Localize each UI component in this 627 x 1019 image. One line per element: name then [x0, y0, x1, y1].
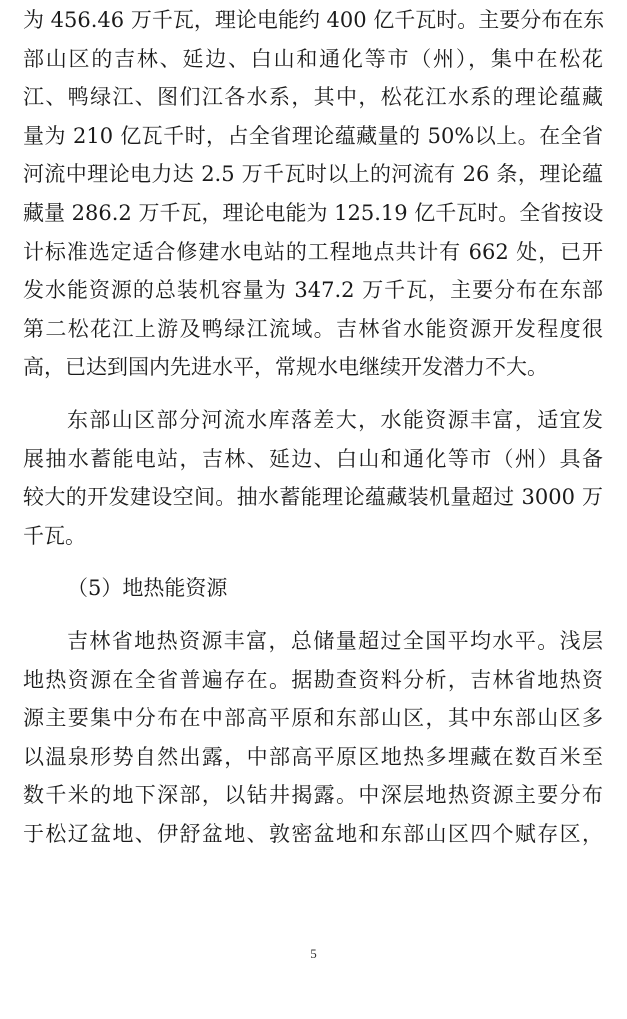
- paragraph-hydropower: [23, 1, 603, 387]
- text-line: 藏量 286.2 万千瓦，理论电能为 125.19 亿千瓦时。全省按设: [23, 200, 604, 225]
- paragraph-geothermal: [23, 622, 603, 854]
- text-line: 江、鸭绿江、图们江各水系，其中，松花江水系的理论蕴藏: [23, 85, 603, 110]
- paragraph-gap: [23, 387, 603, 401]
- page-number: 5: [310, 946, 317, 961]
- text-line: 以温泉形势自然出露，中部高平原区地热多埋藏在数百米至: [23, 744, 603, 769]
- text-line: 高，已达到国内先进水平，常规水电继续开发潜力不大。: [23, 355, 548, 380]
- text-line: 源主要集中分布在中部高平原和东部山区，其中东部山区多: [23, 706, 603, 731]
- text-line: 河流中理论电力达 2.5 万千瓦时以上的河流有 26 条，理论蕴: [23, 162, 603, 187]
- text-line: 为 456.46 万千瓦，理论电能约 400 亿千瓦时。主要分布在东: [23, 8, 605, 32]
- text-line: 吉林省地热资源丰富，总储量超过全国平均水平。浅层: [67, 628, 603, 653]
- text-line: 数千米的地下深部，以钻井揭露。中深层地热资源主要分布: [23, 783, 603, 808]
- text-line: 千瓦。: [23, 523, 86, 548]
- paragraph-pumped-storage: [23, 401, 603, 555]
- paragraph-gap: [23, 555, 603, 569]
- text-line: 于松辽盆地、伊舒盆地、敦密盆地和东部山区四个赋存区，: [23, 821, 603, 846]
- text-line: 第二松花江上游及鸭绿江流域。吉林省水能资源开发程度很: [23, 316, 603, 341]
- text-line: 发水能资源的总装机容量为 347.2 万千瓦，主要分布在东部: [23, 278, 603, 303]
- text-line: 量为 210 亿瓦千时，占全省理论蕴藏量的 50%以上。在全省: [23, 123, 603, 148]
- text-line: 部山区的吉林、延边、白山和通化等市（州），集中在松花: [23, 46, 603, 71]
- section-heading: （5）地热能资源: [67, 576, 228, 601]
- text-line: 计标准选定适合修建水电站的工程地点共计有 662 处，已开: [23, 239, 603, 264]
- document-page: [23, 0, 603, 853]
- section-heading-geothermal: [23, 569, 603, 608]
- text-line: 东部山区部分河流水库落差大，水能资源丰富，适宜发: [67, 407, 603, 432]
- paragraph-gap: [23, 608, 603, 622]
- text-line: 较大的开发建设空间。抽水蓄能理论蕴藏装机量超过 3000 万: [23, 485, 603, 510]
- text-line: 地热资源在全省普遍存在。据勘查资料分析，吉林省地热资: [23, 667, 603, 692]
- text-line: 展抽水蓄能电站，吉林、延边、白山和通化等市（州）具备: [23, 446, 603, 471]
